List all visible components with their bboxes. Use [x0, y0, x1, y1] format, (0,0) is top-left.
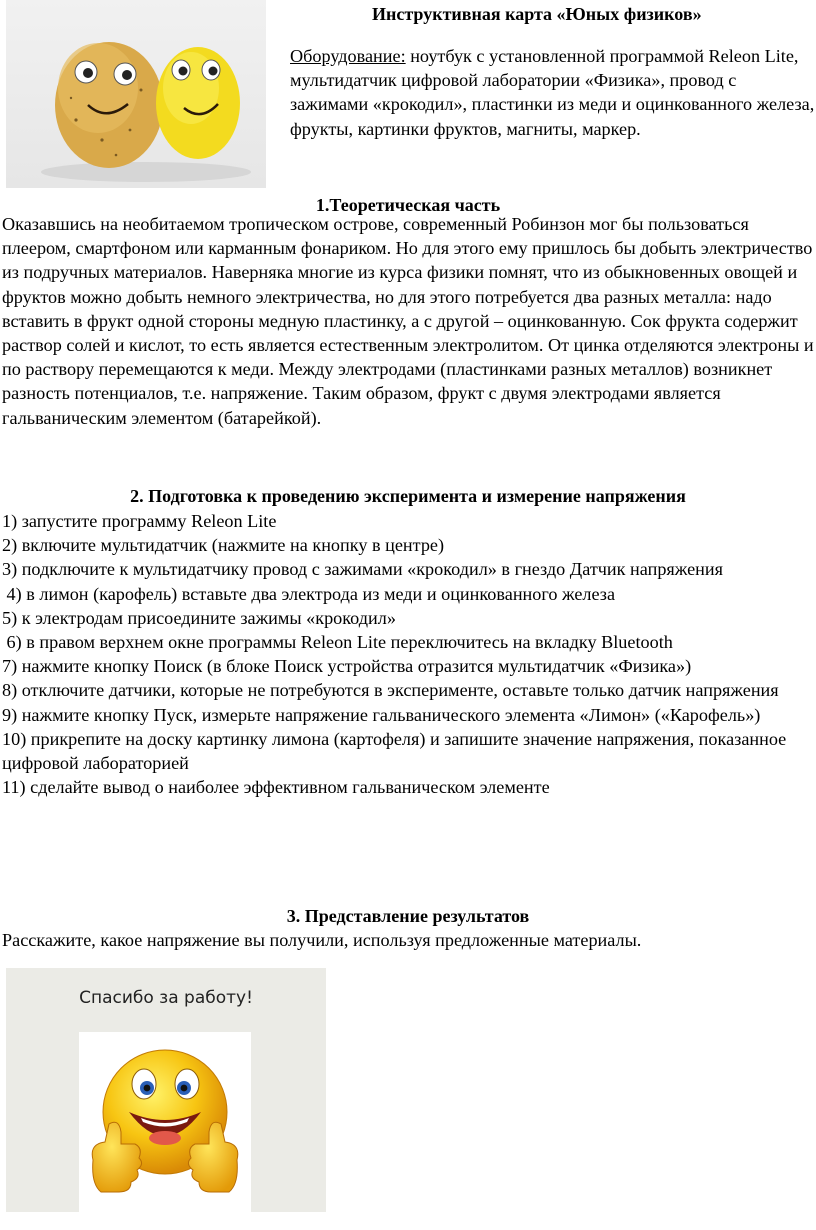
section3-text: Расскажите, какое напряжение вы получили, используя предложенные материалы.	[2, 930, 642, 950]
step-item: 6) в правом верхнем окне программы Releon Lite переключитесь на вкладку Bluetooth	[2, 632, 673, 653]
steps-list	[2, 509, 814, 799]
smiley-image	[79, 1032, 251, 1212]
equipment-paragraph	[290, 44, 816, 141]
equipment-text: ноутбук с установленной программой Releon Lite, мультидатчик цифровой лаборатории «Физика», провод с зажимами «крокодил», пластинки из меди и оцинкованного железа, фрукты, картинки фруктов, магниты, маркер.	[290, 46, 815, 139]
section2-heading: 2. Подготовка к проведению эксперимента и измерение напряжения	[130, 486, 686, 506]
thanks-card	[6, 968, 326, 1212]
section1-heading: 1.Теоретическая часть	[315, 195, 501, 215]
smiley-thumbs-up-icon	[79, 1032, 251, 1212]
step-item: 3) подключите к мультидатчику провод с зажимами «крокодил» в гнездо Датчик напряжения	[2, 559, 724, 580]
step-item: 8) отключите датчики, которые не потребуются в эксперименте, оставьте только датчик напряжения	[2, 680, 779, 701]
section1-text: Оказавшись на необитаемом тропическом острове, современный Робинзон мог бы пользоваться плеером, смартфоном или карманным фонариком. Но для этого ему пришлось бы добыть электричество из подручных материалов. Наверняка многие из курса физики помнят, что из обыкновенных овощей и фруктов можно добыть немного электричества, но для этого потребуется два разных металла: надо вставить в фрукт одной стороны медную пластинку, а с другой – оцинкованную. Сок фрукта содержит раствор солей и кислот, то есть является естественным электролитом. От цинка отделяются электроны и по раствору перемещаются к меди. Между электродами (пластинками разных металлов) возникнет разность потенциалов, т.е. напряжение. Таким образом, фрукт с двумя электродами является гальваническим элементом (батарейкой).	[2, 214, 814, 428]
section3-heading: 3. Представление результатов	[286, 906, 530, 926]
step-item: 11) сделайте вывод о наиболее эффективном гальваническом элементе	[2, 777, 550, 798]
step-item: 4) в лимон (карофель) вставьте два электрода из меди и оцинкованного железа	[2, 583, 616, 604]
step-item: 9) нажмите кнопку Пуск, измерьте напряжение гальванического элемента «Лимон» («Карофель»)	[2, 704, 761, 725]
step-item: 1) запустите программу Releon Lite	[2, 511, 277, 531]
potato-lemon-photo	[6, 0, 266, 188]
step-item: 7) нажмите кнопку Поиск (в блоке Поиск устройства отразится мультидатчик «Физика»)	[2, 656, 692, 677]
equipment-label: Оборудование:	[290, 46, 406, 66]
step-item: 5) к электродам присоедините зажимы «крокодил»	[2, 607, 396, 628]
thanks-text: Спасибо за работу!	[79, 988, 253, 1008]
potato-and-lemon-with-faces	[6, 0, 266, 188]
step-item: 2) включите мультидатчик (нажмите на кнопку в центре)	[2, 535, 445, 556]
page-title: Инструктивная карта «Юных физиков»	[372, 4, 702, 24]
step-item: 10) прикрепите на доску картинку лимона (картофеля) и запишите значение напряжения, показанное цифровой лабораторией	[2, 728, 787, 774]
